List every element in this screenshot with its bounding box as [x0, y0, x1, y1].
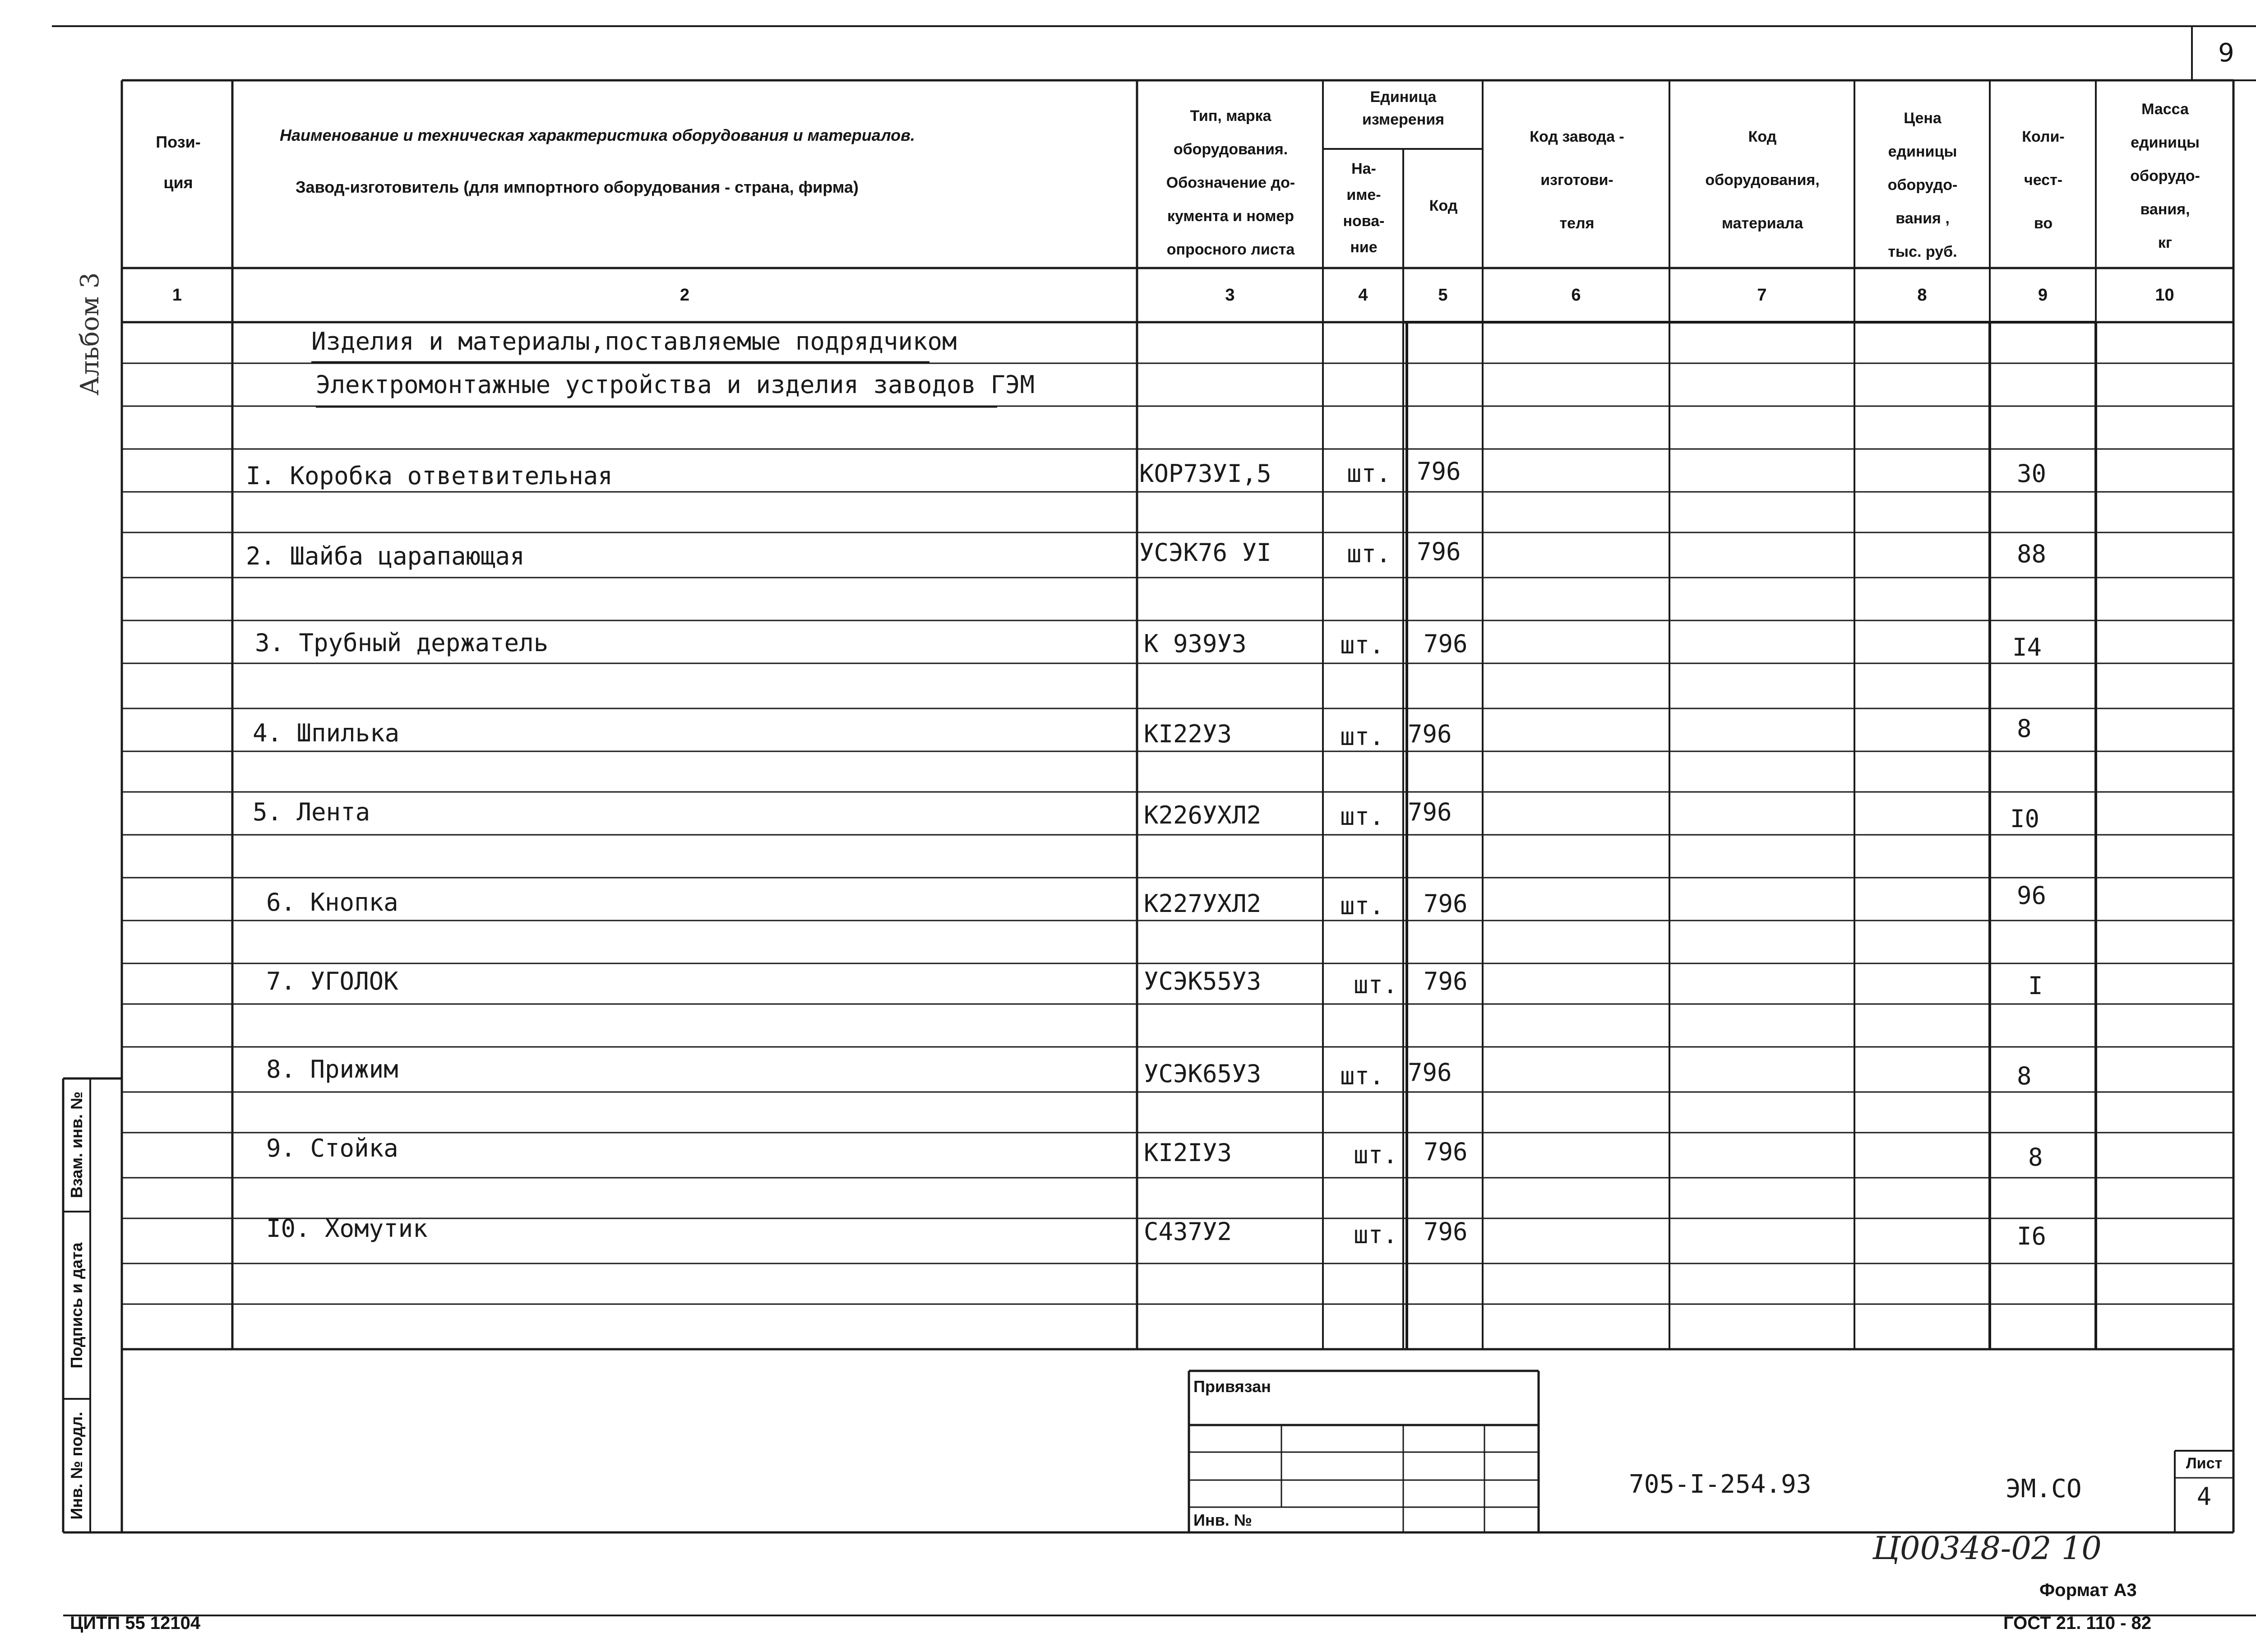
row-quantity: I	[2028, 972, 2043, 1000]
column-number-4: 4	[1358, 286, 1368, 305]
row-unit-code: 796	[1408, 798, 1452, 826]
sidebar-signature-date: Подпись и дата	[67, 1242, 86, 1369]
row-unit-code: 796	[1424, 889, 1468, 918]
row-quantity: 30	[2017, 459, 2047, 488]
row-quantity: 8	[2017, 1062, 2032, 1090]
row-type: К226УХЛ2	[1144, 801, 1262, 829]
stamp-privyazan: Привязан	[1193, 1377, 1271, 1396]
column-number-2: 2	[680, 286, 690, 305]
row-quantity: 96	[2017, 881, 2047, 910]
row-unit-code: 796	[1417, 457, 1461, 486]
row-name: 9. Стойка	[266, 1134, 398, 1162]
header-quantity: Коли- чест- во	[2022, 128, 2065, 232]
row-unit-code: 796	[1408, 1058, 1452, 1087]
row-type: К227УХЛ2	[1144, 889, 1262, 918]
column-number-8: 8	[1917, 286, 1927, 305]
row-type: КI22У3	[1144, 720, 1232, 748]
row-name: 2. Шайба царапающая	[246, 542, 525, 570]
header-equipment-code: Код оборудования, материала	[1705, 128, 1820, 232]
header-mass: Масса единицы оборудо- вания, кг	[2130, 101, 2200, 251]
row-unit: шт.	[1340, 892, 1384, 920]
footer-format: Формат А3	[2039, 1580, 2137, 1600]
footer-registry: ЦИТП 55 12104	[70, 1613, 201, 1633]
row-name: 4. Шпилька	[253, 719, 400, 747]
row-unit-code: 796	[1417, 537, 1461, 566]
row-unit: шт.	[1354, 1221, 1398, 1249]
row-quantity: I6	[2017, 1222, 2047, 1250]
section-subtitle: Электромонтажные устройства и изделия заводов ГЭМ	[316, 370, 1035, 399]
row-name: 7. УГОЛОК	[266, 967, 398, 995]
album-label: Альбом 3	[75, 272, 105, 396]
header-manufacturer-code: Код завода - изготови- теля	[1530, 128, 1624, 232]
header-price: Цена единицы оборудо- вания , тыс. руб.	[1887, 110, 1958, 260]
row-unit: шт.	[1354, 1141, 1398, 1169]
handwritten-reference: Ц00348-02 10	[1872, 1530, 2102, 1567]
row-name: 3. Трубный держатель	[255, 629, 549, 657]
row-type: С437У2	[1144, 1217, 1232, 1246]
sidebar-original-inventory: Инв. № подл.	[67, 1411, 86, 1520]
column-number-9: 9	[2038, 286, 2048, 305]
row-quantity: 8	[2017, 714, 2032, 743]
header-position: Пози- ция	[156, 133, 201, 192]
header-name-line1: Наименование и техническая характеристика оборудования и материалов.	[280, 126, 915, 144]
header-type: Тип, марка оборудования. Обозначение до- кумента и номер опросного листа	[1166, 107, 1295, 258]
row-unit-code: 796	[1424, 1217, 1468, 1246]
row-unit: шт.	[1340, 631, 1384, 659]
document-mark: ЭМ.СО	[2006, 1474, 2082, 1504]
row-unit-code: 796	[1408, 720, 1452, 748]
header-unit: Единица измерения	[1362, 88, 1444, 128]
row-name: I. Коробка ответвительная	[246, 462, 613, 490]
row-type: К 939У3	[1144, 629, 1247, 658]
row-name: 6. Кнопка	[266, 888, 398, 916]
row-unit: шт.	[1340, 722, 1384, 751]
row-quantity: I0	[2010, 805, 2040, 833]
row-unit-code: 796	[1424, 629, 1468, 658]
row-unit-code: 796	[1424, 967, 1468, 995]
column-number-6: 6	[1571, 286, 1581, 305]
stamp-inventory-number: Инв. №	[1193, 1511, 1252, 1529]
row-unit: шт.	[1347, 459, 1391, 488]
row-unit-code: 796	[1424, 1138, 1468, 1166]
row-type: УСЭК76 УI	[1139, 538, 1271, 567]
section-title: Изделия и материалы,поставляемые подрядчиком	[311, 327, 957, 356]
list-label: Лист	[2186, 1455, 2223, 1472]
column-number-3: 3	[1225, 286, 1235, 305]
row-name: 8. Прижим	[266, 1055, 398, 1083]
column-number-7: 7	[1757, 286, 1767, 305]
row-quantity: I4	[2012, 633, 2042, 662]
column-number-1: 1	[172, 286, 182, 305]
row-type: УСЭК55У3	[1144, 967, 1262, 995]
column-number-10: 10	[2155, 286, 2174, 305]
row-quantity: 88	[2017, 540, 2047, 568]
row-type: КОР73УI,5	[1139, 459, 1271, 488]
row-type: КI2IУ3	[1144, 1138, 1232, 1167]
row-type: УСЭК65У3	[1144, 1060, 1262, 1088]
document-code: 705-I-254.93	[1629, 1470, 1812, 1499]
footer-gost: ГОСТ 21. 110 - 82	[2003, 1613, 2151, 1633]
row-unit: шт.	[1354, 971, 1398, 999]
list-number: 4	[2196, 1482, 2212, 1511]
column-number-5: 5	[1438, 286, 1448, 305]
sidebar-replaced-inventory: Взам. инв. №	[67, 1091, 86, 1199]
row-unit: шт.	[1340, 802, 1384, 831]
row-unit: шт.	[1347, 540, 1391, 568]
row-quantity: 8	[2028, 1143, 2043, 1171]
header-unit-name: На- име- нова- ние	[1343, 160, 1385, 256]
row-name: 5. Лента	[253, 798, 370, 826]
sheet-number: 9	[2218, 38, 2234, 68]
row-name: I0. Хомутик	[266, 1214, 428, 1243]
header-name-line2: Завод-изготовитель (для импортного оборудования - страна, фирма)	[296, 178, 859, 196]
row-unit: шт.	[1340, 1062, 1384, 1090]
header-unit-code: Код	[1429, 197, 1458, 214]
